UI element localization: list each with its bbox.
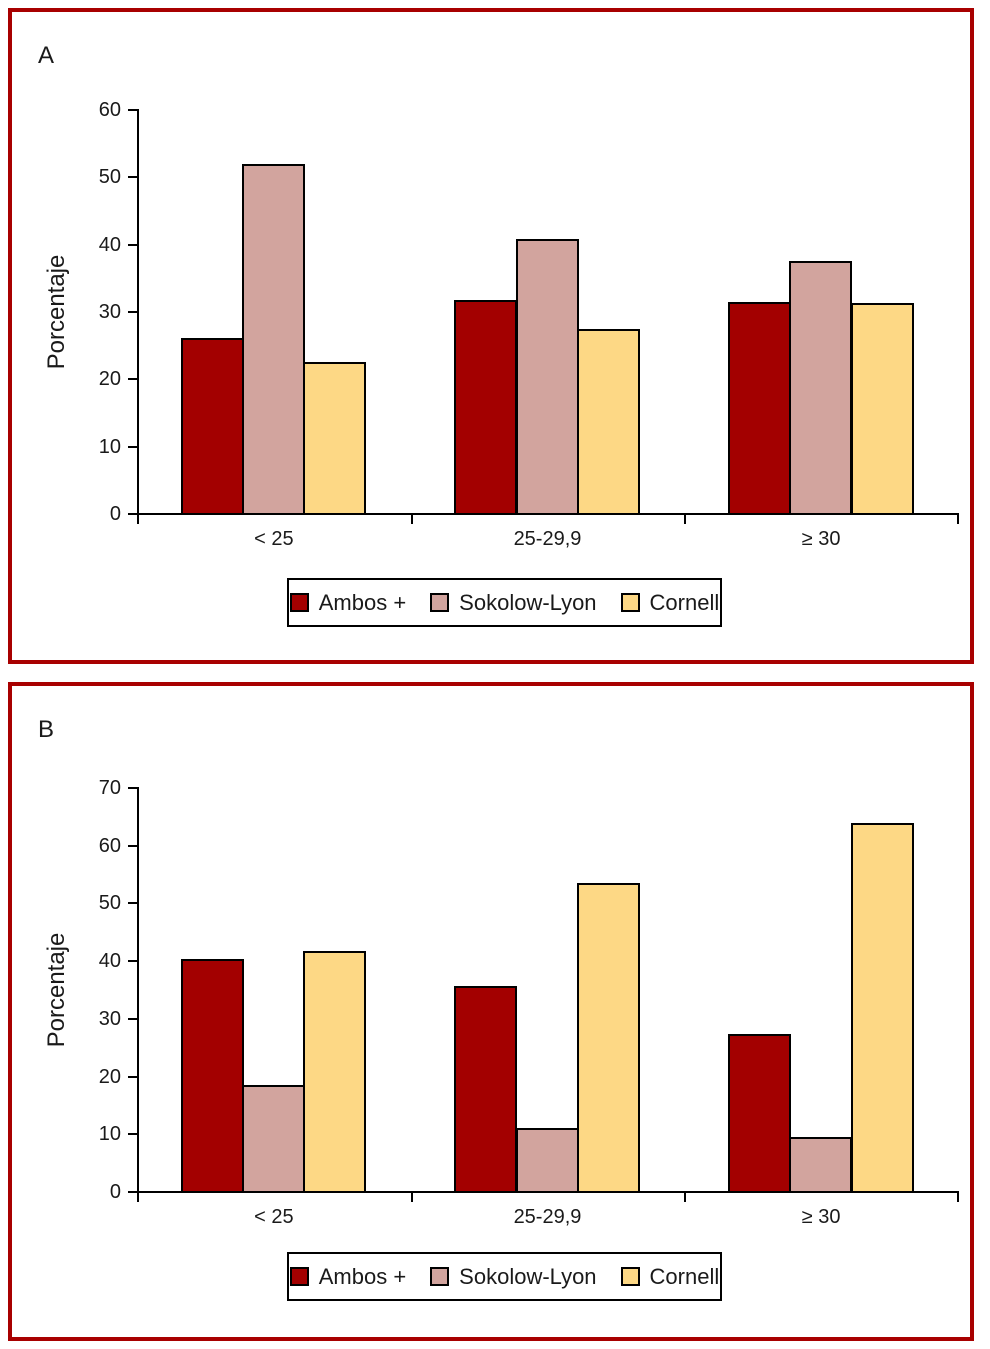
category-label: 25-29,9	[513, 1206, 582, 1228]
y-tick	[128, 1076, 137, 1078]
bar	[728, 1034, 791, 1193]
y-tick	[128, 1018, 137, 1020]
y-tick	[128, 1133, 137, 1135]
legend-label: Sokolow-Lyon	[459, 589, 597, 615]
bar	[789, 1137, 852, 1193]
bar	[303, 951, 366, 1193]
legend-swatch-icon	[621, 1267, 640, 1286]
bar	[577, 883, 640, 1193]
category-label: < 25	[254, 528, 294, 550]
y-tick	[128, 845, 137, 847]
category-label: 25-29,9	[513, 528, 582, 550]
y-tick-label: 50	[98, 892, 121, 915]
legend-item	[430, 590, 596, 616]
legend-swatch-icon	[430, 593, 449, 612]
bar	[181, 338, 244, 515]
x-tick	[411, 513, 413, 524]
y-tick-label: 10	[98, 1123, 121, 1146]
y-tick-label: 70	[98, 777, 121, 799]
legend-label: Sokolow-Lyon	[459, 1263, 597, 1289]
y-tick	[128, 960, 137, 962]
legend	[287, 578, 722, 627]
bar	[242, 164, 305, 515]
bar	[181, 959, 244, 1193]
y-tick	[128, 513, 137, 515]
plot-area	[98, 99, 960, 550]
y-tick	[128, 1191, 137, 1193]
x-tick	[684, 513, 686, 524]
panel-a	[8, 8, 974, 664]
y-tick-label: 40	[98, 233, 121, 256]
y-tick-label: 60	[98, 99, 121, 121]
panel-label: B	[38, 716, 55, 743]
legend-swatch-icon	[430, 1267, 449, 1286]
legend-label: Cornell	[649, 589, 720, 615]
bar	[789, 261, 852, 515]
legend-swatch-icon	[290, 593, 309, 612]
legend-item	[290, 590, 406, 616]
y-tick-label: 0	[109, 503, 121, 525]
y-axis-title: Porcentaje	[43, 932, 70, 1048]
y-tick	[128, 244, 137, 246]
panel-b	[8, 682, 974, 1341]
y-tick	[128, 787, 137, 789]
legend-item	[621, 590, 720, 616]
y-tick-label: 20	[98, 368, 121, 391]
y-tick	[128, 109, 137, 111]
y-tick	[128, 378, 137, 380]
y-tick-label: 30	[98, 1007, 121, 1030]
legend-item	[430, 1264, 596, 1290]
legend-label: Cornell	[649, 1263, 720, 1289]
bar	[851, 303, 914, 515]
bar	[454, 986, 517, 1193]
y-tick-label: 30	[98, 301, 121, 323]
category-label: ≥ 30	[801, 528, 841, 550]
legend-swatch-icon	[290, 1267, 309, 1286]
category-label: ≥ 30	[801, 1206, 841, 1228]
y-axis-line	[137, 787, 139, 1193]
bar	[728, 302, 791, 515]
legend-item	[290, 1264, 406, 1290]
bar	[454, 300, 517, 515]
x-tick	[684, 1191, 686, 1202]
bar	[516, 239, 579, 515]
y-tick	[128, 446, 137, 448]
y-tick	[128, 311, 137, 313]
legend-label: Ambos +	[318, 1263, 407, 1289]
y-axis-line	[137, 109, 139, 515]
y-tick	[128, 902, 137, 904]
y-tick	[128, 176, 137, 178]
legend	[287, 1252, 722, 1301]
bar	[851, 823, 914, 1193]
bar	[242, 1085, 305, 1193]
y-tick-label: 0	[109, 1181, 121, 1203]
bar	[577, 329, 640, 515]
y-tick-label: 60	[98, 834, 121, 857]
legend-item	[621, 1264, 720, 1290]
y-tick-label: 40	[98, 950, 121, 973]
bar	[303, 362, 366, 516]
panel-label: A	[38, 42, 55, 69]
x-tick	[957, 1191, 959, 1202]
y-tick-label: 10	[98, 435, 121, 458]
x-tick	[957, 513, 959, 524]
y-axis-title: Porcentaje	[43, 254, 70, 370]
category-label: < 25	[254, 1206, 294, 1228]
plot-area	[98, 777, 960, 1228]
y-tick-label: 20	[98, 1065, 121, 1088]
y-tick-label: 50	[98, 166, 121, 189]
x-tick	[137, 513, 139, 524]
x-tick	[137, 1191, 139, 1202]
legend-swatch-icon	[621, 593, 640, 612]
legend-label: Ambos +	[318, 589, 407, 615]
bar	[516, 1128, 579, 1193]
x-tick	[411, 1191, 413, 1202]
